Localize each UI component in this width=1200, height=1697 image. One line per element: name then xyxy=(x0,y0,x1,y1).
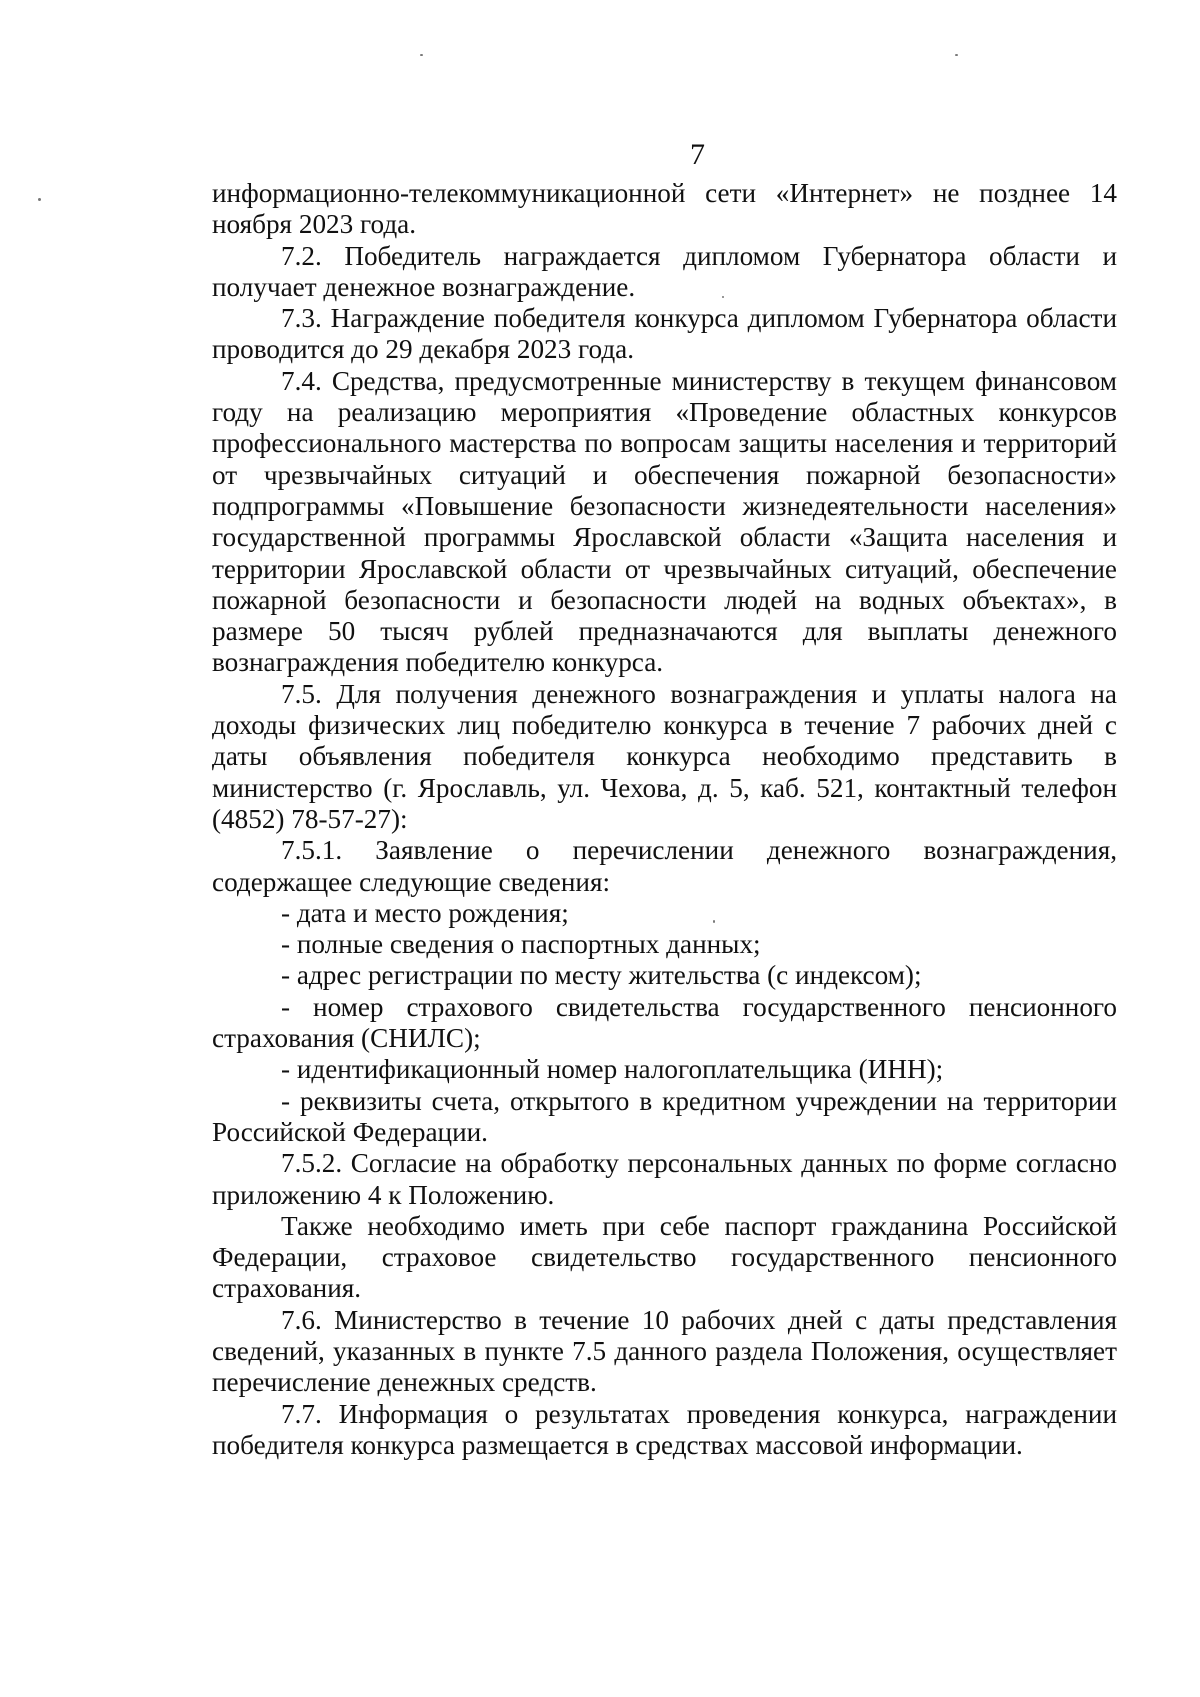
page-number: 7 xyxy=(690,138,705,171)
paragraph-7-7: 7.7. Информация о результатах проведения конкурса, награждении победителя конкурса размещается в средствах массовой информации. xyxy=(212,1398,1117,1460)
list-item-birth: - дата и место рождения; xyxy=(281,897,569,928)
paragraph-7-5: 7.5. Для получения денежного вознаграждения и уплаты налога на доходы физических лиц победителю конкурса в течение 7 рабочих дней с даты объявления победителя конкурса необходимо представить в министерство (г. Ярославль, ул. Чехова, д. 5, каб. 521, контактный телефон (4852) 78-57-27): xyxy=(212,678,1117,834)
document-body xyxy=(212,178,1117,1461)
paragraph-7-6: 7.6. Министерство в течение 10 рабочих дней с даты представления сведений, указанных в пункте 7.5 данного раздела Положения, осуществляет перечисление денежных средств. xyxy=(212,1304,1117,1398)
paragraph-7-5-1: 7.5.1. Заявление о перечислении денежного вознаграждения, содержащее следующие сведения: xyxy=(212,835,1117,897)
paragraph-7-3: 7.3. Награждение победителя конкурса дипломом Губернатора области проводится до 29 декабря 2023 года. xyxy=(212,303,1117,365)
scan-speck xyxy=(38,198,41,201)
scan-speck xyxy=(955,54,958,56)
paragraph-continuation: информационно-телекоммуникационной сети «Интернет» не позднее 14 ноября 2023 года. xyxy=(212,178,1117,240)
paragraph-7-4: 7.4. Средства, предусмотренные министерству в текущем финансовом году на реализацию мероприятия «Проведение областных конкурсов профессионального мастерства по вопросам защиты населения и территорий от чрезвычайных ситуаций и обеспечения пожарной безопасности» подпрограммы «Повышение безопасности жизнедеятельности населения» государственной программы Ярославской области «Защита населения и территории Ярославской области от чрезвычайных ситуаций, обеспечение пожарной безопасности и безопасности людей на водных объектах», в размере 50 тысяч рублей предназначаются для выплаты денежного вознаграждения победителю конкурса. xyxy=(212,365,1117,678)
paragraph-documents-note: Также необходимо иметь при себе паспорт гражданина Российской Федерации, страховое свидетельство государственного пенсионного страхования. xyxy=(212,1210,1117,1304)
list-item-passport: - полные сведения о паспортных данных; xyxy=(281,929,761,960)
list-item-snils: - номер страхового свидетельства государственного пенсионного страхования (СНИЛС); xyxy=(212,991,1117,1054)
paragraph-7-5-2: 7.5.2. Согласие на обработку персональных данных по форме согласно приложению 4 к Положению. xyxy=(212,1148,1117,1210)
list-item-address: - адрес регистрации по месту жительства (с индексом); xyxy=(281,960,922,991)
list-item-inn: - идентификационный номер налогоплательщика (ИНН); xyxy=(281,1054,944,1085)
paragraph-7-2: 7.2. Победитель награждается дипломом Губернатора области и получает денежное вознаграждение. xyxy=(212,240,1117,302)
scan-speck xyxy=(420,54,423,56)
list-item-bank-account: - реквизиты счета, открытого в кредитном учреждении на территории Российской Федерации. xyxy=(212,1085,1117,1147)
